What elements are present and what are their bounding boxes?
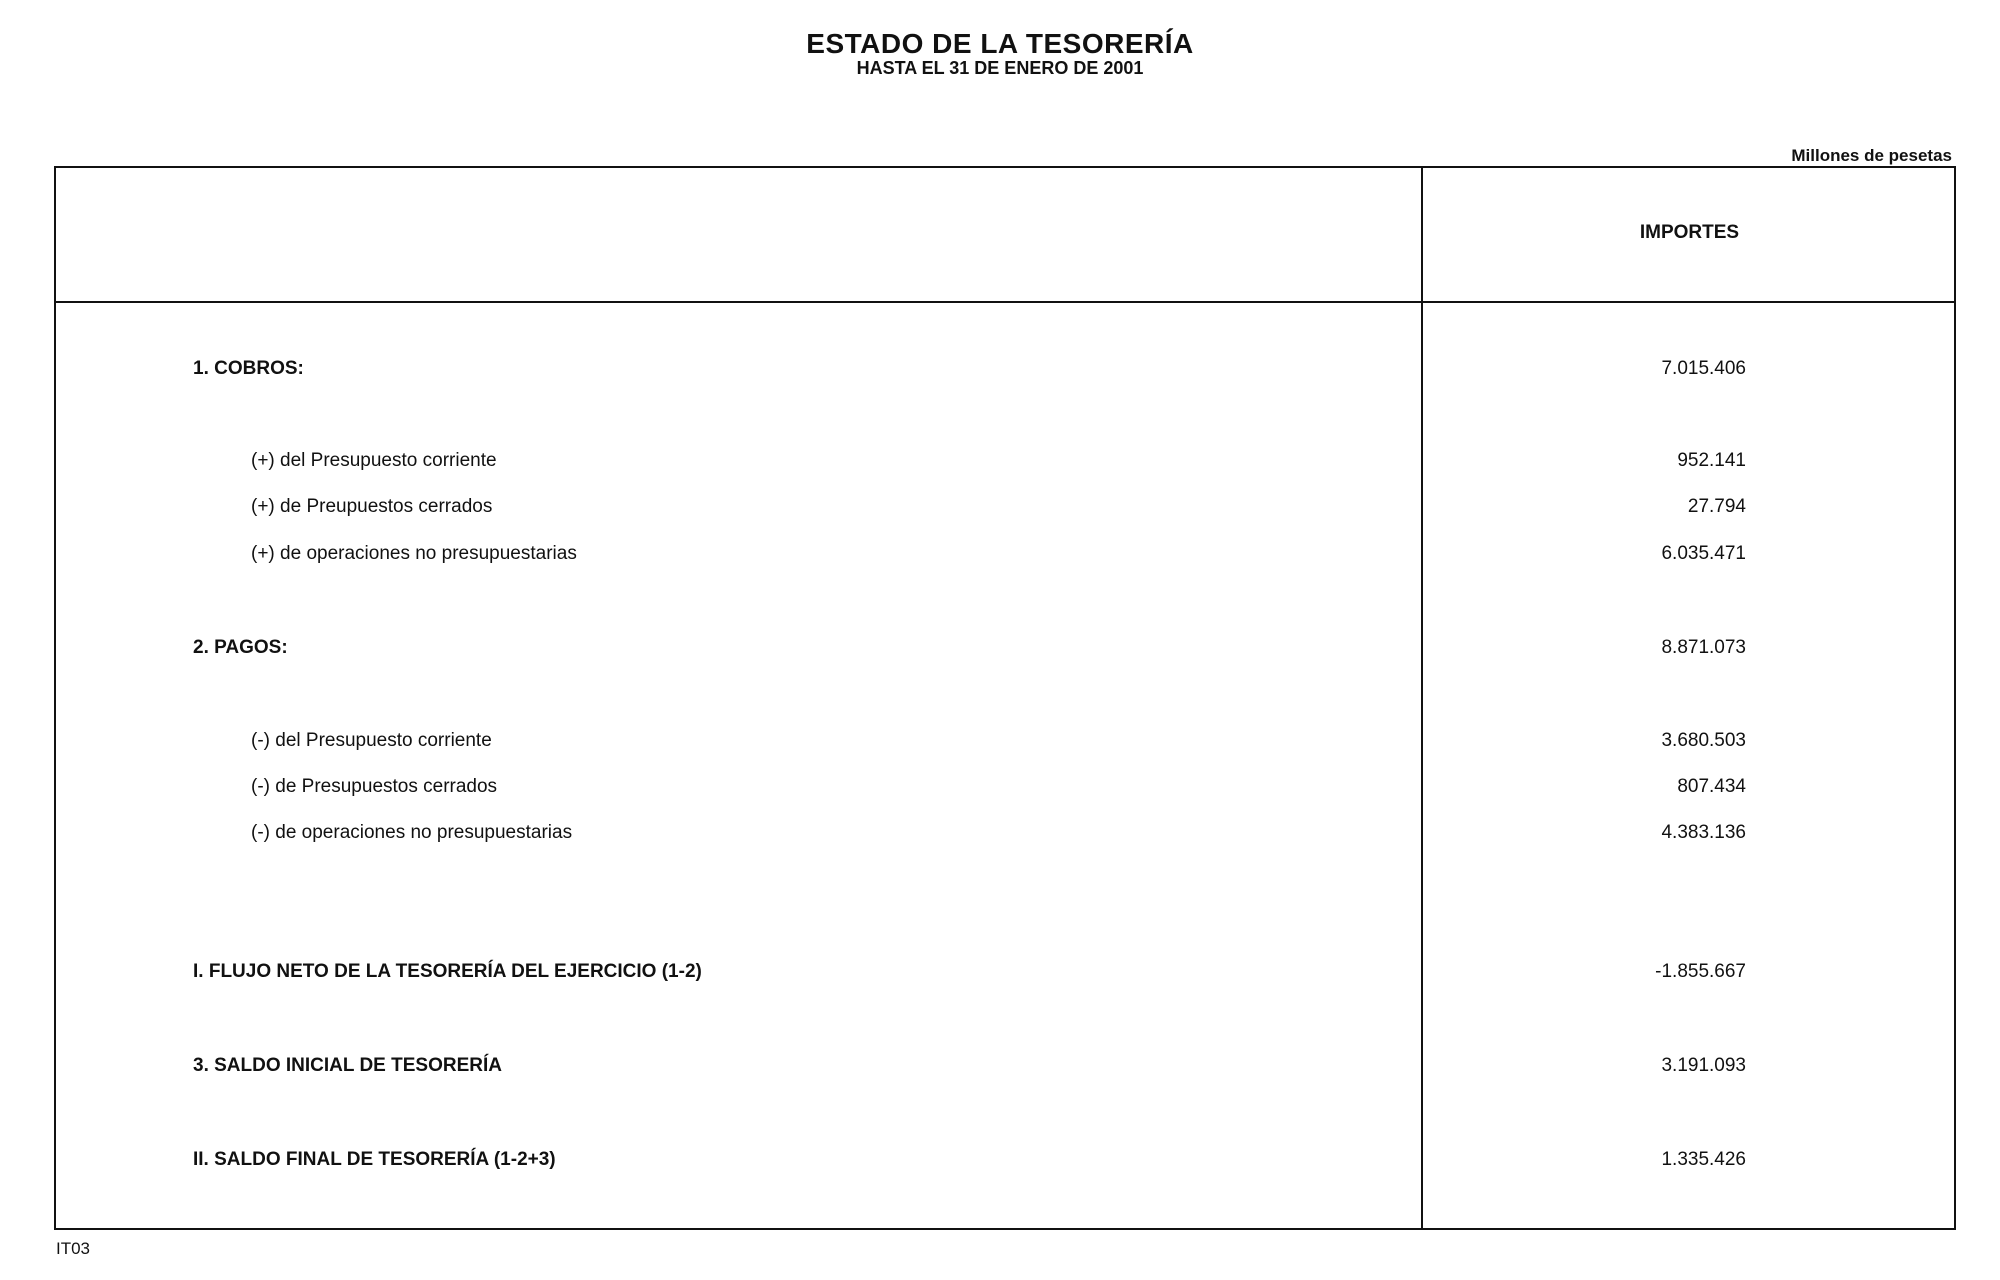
row-label: II. SALDO FINAL DE TESORERÍA (1-2+3) [193, 1149, 556, 1170]
row-label: (+) de Preupuestos cerrados [251, 496, 493, 517]
row-value: -1.855.667 [1655, 961, 1746, 982]
row-value: 3.680.503 [1661, 730, 1746, 751]
document-code: IT03 [56, 1239, 91, 1258]
page-subtitle: HASTA EL 31 DE ENERO DE 2001 [856, 58, 1144, 78]
row-label: (+) de operaciones no presupuestarias [251, 543, 577, 564]
row-value: 952.141 [1677, 450, 1746, 471]
table-row-pagos-no-presupuestarias [0, 822, 2000, 846]
table-row-cobros [0, 358, 2000, 382]
table-row-cobros-no-presupuestarias [0, 543, 2000, 567]
table-row-pagos-presupuestos-cerrados [0, 776, 2000, 800]
row-value: 4.383.136 [1661, 822, 1746, 843]
row-label: 3. SALDO INICIAL DE TESORERÍA [193, 1055, 502, 1076]
units-note: Millones de pesetas [1791, 146, 1952, 165]
table-row-cobros-presupuesto-corriente [0, 450, 2000, 474]
table-row-saldo-inicial [0, 1055, 2000, 1079]
table-row-flujo-neto [0, 961, 2000, 985]
row-label: I. FLUJO NETO DE LA TESORERÍA DEL EJERCICIO (1-2) [193, 961, 702, 982]
row-value: 27.794 [1687, 496, 1746, 517]
table-row-cobros-presupuestos-cerrados [0, 496, 2000, 520]
column-header-importes: IMPORTES [1639, 222, 1740, 243]
row-label: (-) de operaciones no presupuestarias [251, 822, 573, 843]
row-value: 8.871.073 [1661, 637, 1746, 658]
row-label: 1. COBROS: [193, 358, 304, 379]
row-label: 2. PAGOS: [193, 637, 288, 658]
row-label: (-) de Presupuestos cerrados [251, 776, 498, 797]
row-value: 1.335.426 [1661, 1149, 1746, 1170]
table-row-saldo-final [0, 1149, 2000, 1173]
page-title: ESTADO DE LA TESORERÍA [806, 28, 1194, 59]
row-value: 7.015.406 [1661, 358, 1746, 379]
row-label: (+) del Presupuesto corriente [251, 450, 497, 471]
row-value: 3.191.093 [1661, 1055, 1746, 1076]
table-row-pagos [0, 637, 2000, 661]
row-value: 6.035.471 [1661, 543, 1746, 564]
header-divider [54, 301, 1956, 303]
row-value: 807.434 [1677, 776, 1746, 797]
table-row-pagos-presupuesto-corriente [0, 730, 2000, 754]
row-label: (-) del Presupuesto corriente [251, 730, 492, 751]
